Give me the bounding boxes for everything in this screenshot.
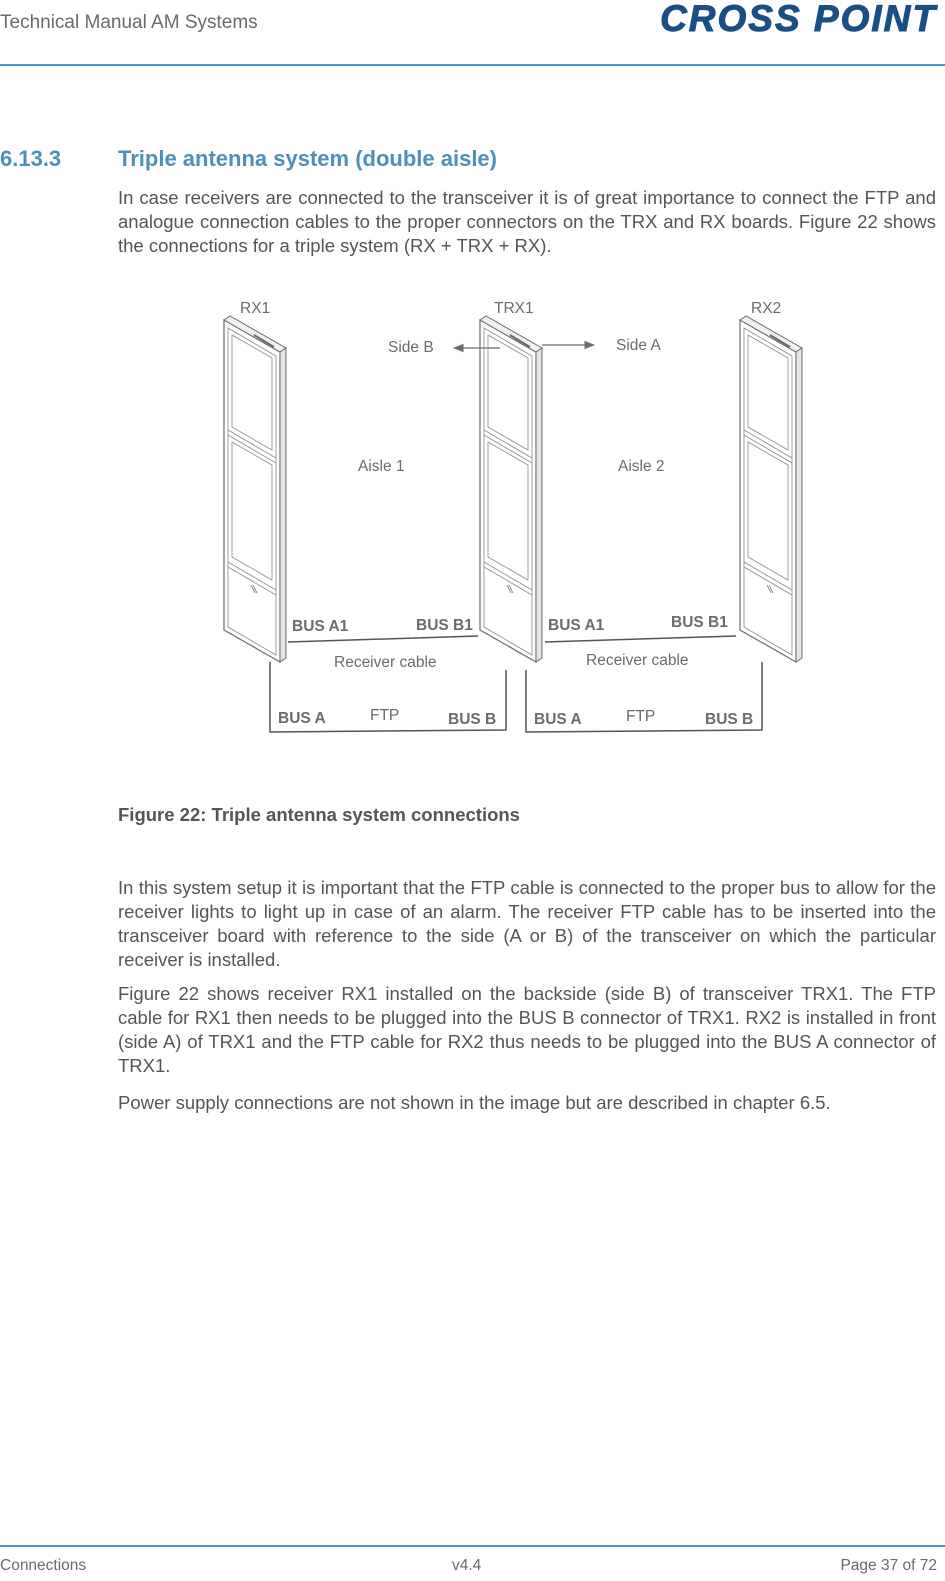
cross-point-logo — [609, 0, 939, 40]
rx2-antenna — [740, 316, 802, 662]
bus-a1-right-label: BUS A1 — [548, 617, 605, 634]
body-paragraph-3: Power supply connections are not shown in the image but are described in chapter 6.5. — [118, 1092, 831, 1113]
footer-section: Connections — [0, 1557, 87, 1574]
body-paragraph-1: In this system setup it is important that the FTP cable is connected to the proper bus to allow for the receiver lights to light up in case of an alarm. The receiver FTP cable has to be inserted into the transceiver board with reference to the side (A or B) of the transceiver on which the particular receiver is installed. — [118, 877, 936, 970]
bus-b-left-label: BUS B — [448, 711, 497, 728]
figure-caption: Figure 22: Triple antenna system connections — [118, 804, 520, 825]
rx1-label: RX1 — [240, 300, 271, 317]
rx1-antenna — [224, 316, 286, 662]
bus-b1-left-label: BUS B1 — [416, 617, 473, 634]
triple-antenna-diagram — [0, 280, 945, 760]
svg-text:CROSS POINT: CROSS POINT — [660, 0, 937, 39]
section-title: Triple antenna system (double aisle) — [118, 146, 497, 171]
rx2-label: RX2 — [751, 300, 782, 317]
header-rule — [0, 64, 945, 66]
section-number: 6.13.3 — [0, 146, 62, 171]
header-title: Technical Manual AM Systems — [0, 12, 258, 33]
ftp-right-label: FTP — [626, 708, 656, 725]
intro-paragraph: In case receivers are connected to the transceiver it is of great importance to connect the FTP and analogue connection cables to the proper connectors on the TRX and RX boards. Figure 22 shows the connections for a triple system (RX + TRX + RX). — [118, 187, 936, 256]
footer-page-number: Page 37 of 72 — [840, 1557, 937, 1574]
ftp-left-label: FTP — [370, 707, 400, 724]
body-paragraph-2: Figure 22 shows receiver RX1 installed on the backside (side B) of transceiver TRX1. The FTP cable for RX1 then needs to be plugged into the BUS B connector of TRX1. RX2 is installed in front (side A) of TRX1 and the FTP cable for RX2 thus needs to be plugged into the BUS A connector of TRX1. — [118, 983, 936, 1076]
receiver-cable-left-label: Receiver cable — [334, 654, 437, 671]
bus-b1-right-label: BUS B1 — [671, 614, 728, 631]
trx1-antenna — [480, 316, 542, 662]
footer-rule — [0, 1545, 945, 1547]
aisle-2-label: Aisle 2 — [618, 458, 665, 475]
receiver-cable-right-line — [545, 636, 736, 642]
bus-a1-left-label: BUS A1 — [292, 618, 349, 635]
receiver-cable-right-label: Receiver cable — [586, 652, 689, 669]
footer-version: v4.4 — [452, 1557, 482, 1574]
trx1-label: TRX1 — [494, 300, 534, 317]
receiver-cable-left-line — [288, 636, 478, 642]
side-a-label: Side A — [616, 337, 661, 354]
aisle-1-label: Aisle 1 — [358, 458, 405, 475]
bus-b-right-label: BUS B — [705, 711, 754, 728]
side-b-label: Side B — [388, 339, 434, 356]
bus-a-left-label: BUS A — [278, 710, 326, 727]
bus-a-right-label: BUS A — [534, 711, 582, 728]
